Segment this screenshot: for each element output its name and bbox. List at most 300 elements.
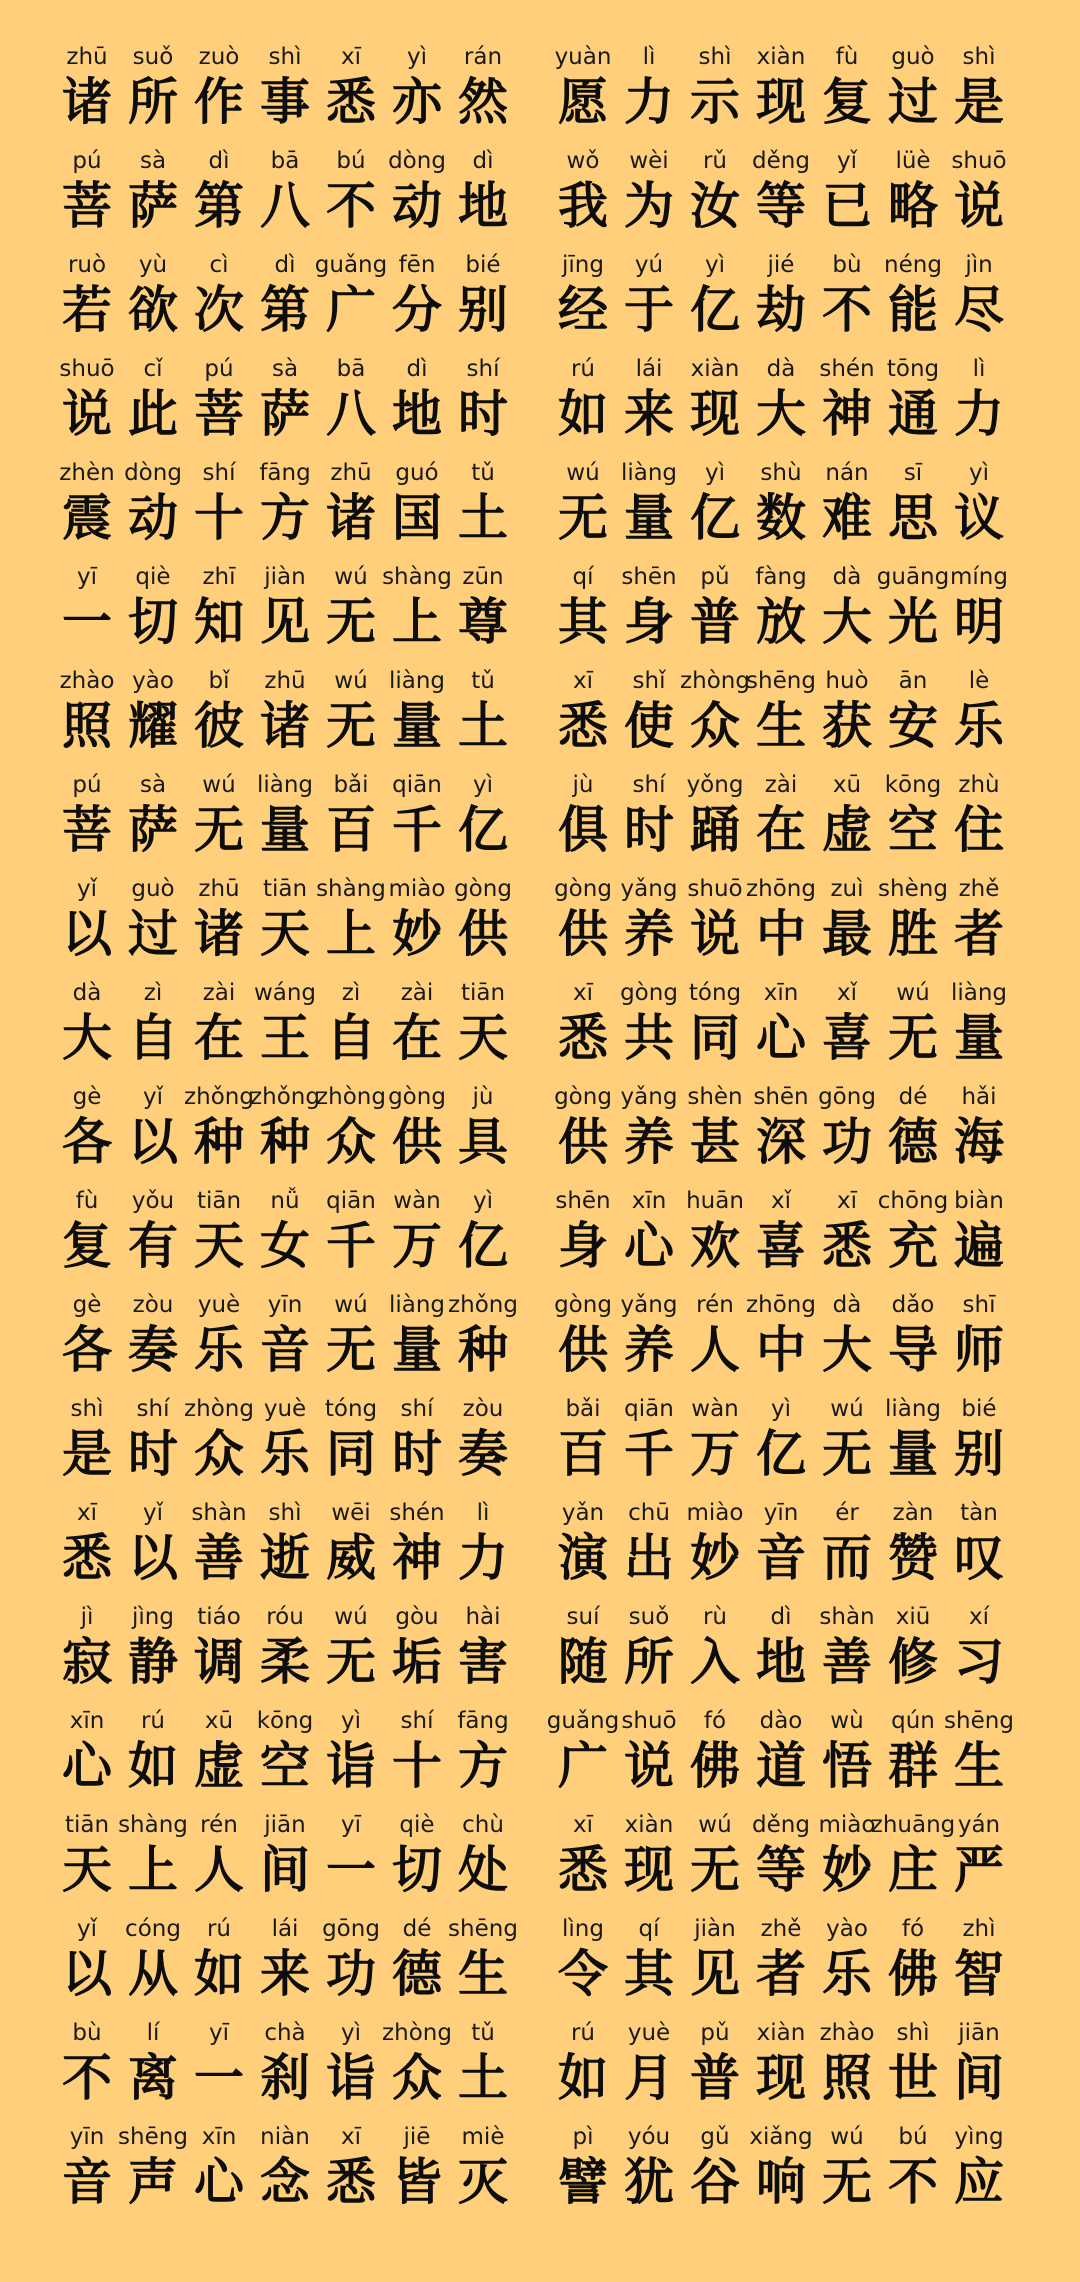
hanzi-character: 已 xyxy=(822,177,872,235)
character-cell xyxy=(318,1288,384,1392)
hanzi-character: 放 xyxy=(756,593,806,651)
hanzi-character: 尽 xyxy=(954,281,1004,339)
pinyin-annotation: zàn xyxy=(892,1500,934,1526)
verse-line-left xyxy=(54,1392,524,1496)
pinyin-annotation: liàng xyxy=(388,1292,446,1318)
hanzi-character: 在 xyxy=(194,1009,244,1067)
character-cell xyxy=(550,1496,616,1600)
hanzi-character: 地 xyxy=(458,177,508,235)
character-cell xyxy=(384,1288,450,1392)
hanzi-character: 是 xyxy=(62,1425,112,1483)
hanzi-character: 天 xyxy=(458,1009,508,1067)
pinyin-annotation: guò xyxy=(131,876,175,902)
character-cell xyxy=(54,2120,120,2224)
hanzi-character: 无 xyxy=(326,1633,376,1691)
hanzi-character: 大 xyxy=(756,385,806,443)
pinyin-annotation: dé xyxy=(898,1084,928,1110)
hanzi-character: 心 xyxy=(62,1737,112,1795)
pinyin-annotation: xī xyxy=(76,1500,98,1526)
hanzi-character: 犹 xyxy=(624,2153,674,2211)
hanzi-character: 种 xyxy=(458,1321,508,1379)
hanzi-character: 心 xyxy=(756,1009,806,1067)
hanzi-character: 音 xyxy=(260,1321,310,1379)
character-cell xyxy=(384,560,450,664)
pinyin-annotation: jìng xyxy=(132,1604,174,1630)
hanzi-character: 国 xyxy=(392,489,442,547)
pinyin-annotation: wèi xyxy=(629,148,669,174)
pinyin-annotation: fēn xyxy=(398,252,436,278)
hanzi-character: 此 xyxy=(128,385,178,443)
pinyin-annotation: wáng xyxy=(253,980,317,1006)
verse-row xyxy=(0,248,1080,352)
character-cell xyxy=(748,1704,814,1808)
hanzi-character: 作 xyxy=(194,73,244,131)
pinyin-annotation: xīn xyxy=(631,1188,667,1214)
character-cell xyxy=(880,1288,946,1392)
pinyin-annotation: dà xyxy=(832,1292,862,1318)
pinyin-annotation: suǒ xyxy=(628,1604,670,1630)
pinyin-annotation: lè xyxy=(968,668,990,694)
pinyin-annotation: zhèn xyxy=(59,460,115,486)
pinyin-annotation: gòng xyxy=(554,1084,612,1110)
hanzi-character: 悉 xyxy=(822,1217,872,1275)
pinyin-annotation: wú xyxy=(334,564,368,590)
pinyin-annotation: jì xyxy=(80,1604,94,1630)
pinyin-annotation: lì xyxy=(642,44,656,70)
hanzi-character: 寂 xyxy=(62,1633,112,1691)
verse-row xyxy=(0,1080,1080,1184)
pinyin-annotation: tóng xyxy=(688,980,742,1006)
hanzi-character: 甚 xyxy=(690,1113,740,1171)
hanzi-character: 别 xyxy=(954,1425,1004,1483)
character-cell xyxy=(318,872,384,976)
pinyin-annotation: bù xyxy=(832,252,862,278)
pinyin-annotation: zhǒng xyxy=(184,1084,254,1110)
pinyin-annotation: dì xyxy=(406,356,428,382)
hanzi-character: 有 xyxy=(128,1217,178,1275)
pinyin-annotation: gòng xyxy=(454,876,512,902)
hanzi-character: 等 xyxy=(756,177,806,235)
pinyin-annotation: qiān xyxy=(624,1396,674,1422)
verse-line-right xyxy=(550,456,1050,560)
hanzi-character: 量 xyxy=(392,1321,442,1379)
hanzi-character: 普 xyxy=(690,2049,740,2107)
verse-line-left xyxy=(54,1808,524,1912)
hanzi-character: 十 xyxy=(392,1737,442,1795)
verse-line-left xyxy=(54,1080,524,1184)
character-cell xyxy=(814,1600,880,1704)
character-cell xyxy=(54,40,120,144)
pinyin-annotation: xī xyxy=(572,980,594,1006)
verse-row xyxy=(0,664,1080,768)
verse-line-right xyxy=(550,1600,1050,1704)
character-cell xyxy=(450,2120,516,2224)
pinyin-annotation: shén xyxy=(819,356,875,382)
character-cell xyxy=(550,976,616,1080)
character-cell xyxy=(318,1496,384,1600)
character-cell xyxy=(450,976,516,1080)
character-cell xyxy=(946,1600,1012,1704)
pinyin-annotation: dì xyxy=(274,252,296,278)
character-cell xyxy=(252,352,318,456)
hanzi-character: 生 xyxy=(954,1737,1004,1795)
verse-line-left xyxy=(54,1912,524,2016)
hanzi-character: 人 xyxy=(690,1321,740,1379)
hanzi-character: 胜 xyxy=(888,905,938,963)
hanzi-character: 悉 xyxy=(326,73,376,131)
character-cell xyxy=(682,248,748,352)
character-cell xyxy=(186,1496,252,1600)
pinyin-annotation: shuō xyxy=(59,356,115,382)
hanzi-character: 身 xyxy=(624,593,674,651)
character-cell xyxy=(384,1912,450,2016)
character-cell xyxy=(880,352,946,456)
hanzi-character: 空 xyxy=(260,1737,310,1795)
character-cell xyxy=(318,456,384,560)
character-cell xyxy=(880,664,946,768)
hanzi-character: 议 xyxy=(954,489,1004,547)
hanzi-character: 难 xyxy=(822,489,872,547)
character-cell xyxy=(384,144,450,248)
character-cell xyxy=(186,40,252,144)
pinyin-annotation: qún xyxy=(891,1708,935,1734)
verse-line-right xyxy=(550,1288,1050,1392)
character-cell xyxy=(120,248,186,352)
hanzi-character: 月 xyxy=(624,2049,674,2107)
character-cell xyxy=(120,768,186,872)
character-cell xyxy=(120,456,186,560)
hanzi-character: 第 xyxy=(260,281,310,339)
character-cell xyxy=(252,872,318,976)
pinyin-annotation: yìng xyxy=(954,2124,1004,2150)
character-cell xyxy=(252,40,318,144)
character-cell xyxy=(120,872,186,976)
pinyin-annotation: zhǒng xyxy=(250,1084,320,1110)
hanzi-character: 大 xyxy=(822,1321,872,1379)
character-cell xyxy=(120,40,186,144)
hanzi-character: 念 xyxy=(260,2153,310,2211)
character-cell xyxy=(814,2120,880,2224)
pinyin-annotation: tiān xyxy=(196,1188,242,1214)
pinyin-annotation: tiáo xyxy=(197,1604,241,1630)
character-cell xyxy=(880,2016,946,2120)
pinyin-annotation: guó xyxy=(395,460,439,486)
hanzi-character: 亿 xyxy=(458,1217,508,1275)
hanzi-character: 人 xyxy=(194,1841,244,1899)
hanzi-character: 诣 xyxy=(326,2049,376,2107)
pinyin-annotation: shī xyxy=(962,1292,996,1318)
character-cell xyxy=(120,1600,186,1704)
verse-line-right xyxy=(550,352,1050,456)
character-cell xyxy=(616,1600,682,1704)
hanzi-character: 事 xyxy=(260,73,310,131)
pinyin-annotation: suǒ xyxy=(132,44,174,70)
verse-row xyxy=(0,560,1080,664)
hanzi-character: 现 xyxy=(756,73,806,131)
pinyin-annotation: zhòng xyxy=(316,1084,386,1110)
pinyin-annotation: yǎng xyxy=(620,876,678,902)
pinyin-annotation: qí xyxy=(572,564,594,590)
character-cell xyxy=(748,456,814,560)
hanzi-character: 养 xyxy=(624,905,674,963)
character-cell xyxy=(252,2120,318,2224)
pinyin-annotation: rú xyxy=(206,1916,232,1942)
hanzi-character: 千 xyxy=(326,1217,376,1275)
pinyin-annotation: róu xyxy=(266,1604,304,1630)
hanzi-character: 妙 xyxy=(392,905,442,963)
hanzi-character: 来 xyxy=(624,385,674,443)
character-cell xyxy=(946,872,1012,976)
hanzi-character: 百 xyxy=(558,1425,608,1483)
character-cell xyxy=(186,976,252,1080)
hanzi-character: 妙 xyxy=(690,1529,740,1587)
pinyin-annotation: yì xyxy=(704,252,726,278)
hanzi-character: 威 xyxy=(326,1529,376,1587)
hanzi-character: 随 xyxy=(558,1633,608,1691)
hanzi-character: 虚 xyxy=(822,801,872,859)
character-cell xyxy=(880,456,946,560)
pinyin-annotation: rén xyxy=(696,1292,734,1318)
hanzi-character: 亦 xyxy=(392,73,442,131)
verse-row xyxy=(0,1288,1080,1392)
verse-line-left xyxy=(54,144,524,248)
pinyin-annotation: gǔ xyxy=(700,2124,730,2150)
hanzi-character: 间 xyxy=(954,2049,1004,2107)
verse-row xyxy=(0,1184,1080,1288)
character-cell xyxy=(946,248,1012,352)
character-cell xyxy=(120,1288,186,1392)
character-cell xyxy=(880,976,946,1080)
character-cell xyxy=(616,40,682,144)
character-cell xyxy=(616,664,682,768)
hanzi-character: 菩 xyxy=(194,385,244,443)
hanzi-character: 乐 xyxy=(822,1945,872,2003)
character-cell xyxy=(616,1184,682,1288)
hanzi-character: 在 xyxy=(392,1009,442,1067)
pinyin-annotation: gòng xyxy=(554,1292,612,1318)
pinyin-annotation: cì xyxy=(209,252,229,278)
character-cell xyxy=(616,1704,682,1808)
character-cell xyxy=(120,2016,186,2120)
pinyin-annotation: guò xyxy=(891,44,935,70)
pinyin-annotation: wú xyxy=(566,460,600,486)
pinyin-annotation: yǎn xyxy=(561,1500,605,1526)
character-cell xyxy=(814,768,880,872)
pinyin-annotation: wú xyxy=(202,772,236,798)
hanzi-character: 动 xyxy=(392,177,442,235)
pinyin-annotation: fó xyxy=(703,1708,727,1734)
character-cell xyxy=(120,976,186,1080)
pinyin-annotation: xiàn xyxy=(690,356,740,382)
character-cell xyxy=(946,1808,1012,1912)
character-cell xyxy=(748,40,814,144)
character-cell xyxy=(384,40,450,144)
pinyin-annotation: tóng xyxy=(324,1396,378,1422)
hanzi-character: 住 xyxy=(954,801,1004,859)
pinyin-annotation: xǐ xyxy=(770,1188,792,1214)
hanzi-character: 说 xyxy=(954,177,1004,235)
character-cell xyxy=(318,560,384,664)
hanzi-character: 如 xyxy=(194,1945,244,2003)
pinyin-annotation: yīn xyxy=(267,1292,303,1318)
character-cell xyxy=(54,1808,120,1912)
verse-line-right xyxy=(550,1080,1050,1184)
character-cell xyxy=(814,1080,880,1184)
pinyin-annotation: liàng xyxy=(884,1396,942,1422)
pinyin-annotation: shēng xyxy=(944,1708,1014,1734)
character-cell xyxy=(616,2120,682,2224)
pinyin-annotation: pǔ xyxy=(700,2020,730,2046)
pinyin-annotation: gòng xyxy=(388,1084,446,1110)
pinyin-annotation: sà xyxy=(139,148,167,174)
character-cell xyxy=(682,1392,748,1496)
character-cell xyxy=(252,248,318,352)
pinyin-annotation: xū xyxy=(204,1708,234,1734)
pinyin-annotation: zài xyxy=(764,772,798,798)
character-cell xyxy=(682,2016,748,2120)
character-cell xyxy=(814,2016,880,2120)
hanzi-character: 师 xyxy=(954,1321,1004,1379)
pinyin-annotation: rù xyxy=(702,1604,728,1630)
pinyin-annotation: xiàn xyxy=(624,1812,674,1838)
pinyin-annotation: shèn xyxy=(687,1084,743,1110)
pinyin-annotation: zhuāng xyxy=(870,1812,956,1838)
pinyin-annotation: zhě xyxy=(958,876,1000,902)
verse-line-right xyxy=(550,560,1050,664)
pinyin-annotation: bú xyxy=(898,2124,928,2150)
character-cell xyxy=(748,1288,814,1392)
pinyin-annotation: wú xyxy=(334,668,368,694)
pinyin-annotation: guāng xyxy=(876,564,950,590)
pinyin-annotation: wēi xyxy=(331,1500,371,1526)
character-cell xyxy=(186,2120,252,2224)
hanzi-character: 功 xyxy=(326,1945,376,2003)
pinyin-annotation: tiān xyxy=(262,876,308,902)
pinyin-annotation: shì xyxy=(698,44,732,70)
character-cell xyxy=(880,1080,946,1184)
pinyin-annotation: gòng xyxy=(620,980,678,1006)
character-cell xyxy=(682,2120,748,2224)
character-cell xyxy=(550,560,616,664)
character-cell xyxy=(550,1080,616,1184)
hanzi-character: 不 xyxy=(822,281,872,339)
pinyin-annotation: shuō xyxy=(621,1708,677,1734)
hanzi-character: 切 xyxy=(128,593,178,651)
pinyin-annotation: yuè xyxy=(627,2020,671,2046)
character-cell xyxy=(748,1600,814,1704)
character-cell xyxy=(550,664,616,768)
pinyin-annotation: zhū xyxy=(198,876,240,902)
pinyin-annotation: xiàn xyxy=(756,2020,806,2046)
hanzi-character: 见 xyxy=(690,1945,740,2003)
character-cell xyxy=(946,144,1012,248)
verse-line-left xyxy=(54,872,524,976)
pinyin-annotation: pú xyxy=(72,148,102,174)
hanzi-character: 以 xyxy=(128,1113,178,1171)
character-cell xyxy=(550,2120,616,2224)
pinyin-annotation: fàng xyxy=(755,564,807,590)
character-cell xyxy=(252,768,318,872)
hanzi-character: 处 xyxy=(458,1841,508,1899)
pinyin-annotation: rén xyxy=(200,1812,238,1838)
pinyin-annotation: tiān xyxy=(460,980,506,1006)
hanzi-character: 导 xyxy=(888,1321,938,1379)
pinyin-annotation: wù xyxy=(830,1708,864,1734)
character-cell xyxy=(252,1600,318,1704)
hanzi-character: 量 xyxy=(392,697,442,755)
hanzi-character: 过 xyxy=(128,905,178,963)
character-cell xyxy=(120,1392,186,1496)
hanzi-character: 音 xyxy=(756,1529,806,1587)
hanzi-character: 照 xyxy=(822,2049,872,2107)
character-cell xyxy=(682,1912,748,2016)
hanzi-character: 应 xyxy=(954,2153,1004,2211)
hanzi-character: 现 xyxy=(690,385,740,443)
pinyin-annotation: néng xyxy=(884,252,942,278)
character-cell xyxy=(450,1184,516,1288)
hanzi-character: 现 xyxy=(756,2049,806,2107)
hanzi-character: 智 xyxy=(954,1945,1004,2003)
pinyin-annotation: gòng xyxy=(554,876,612,902)
character-cell xyxy=(450,1288,516,1392)
character-cell xyxy=(550,352,616,456)
character-cell xyxy=(616,872,682,976)
hanzi-character: 同 xyxy=(690,1009,740,1067)
character-cell xyxy=(318,1080,384,1184)
pinyin-annotation: zhòng xyxy=(184,1396,254,1422)
character-cell xyxy=(54,1912,120,2016)
character-cell xyxy=(318,1912,384,2016)
character-cell xyxy=(318,1600,384,1704)
hanzi-character: 以 xyxy=(62,905,112,963)
pinyin-annotation: yǐ xyxy=(142,1500,164,1526)
character-cell xyxy=(252,976,318,1080)
pinyin-annotation: děng xyxy=(752,148,810,174)
hanzi-character: 乐 xyxy=(954,697,1004,755)
hanzi-character: 德 xyxy=(888,1113,938,1171)
pinyin-annotation: tiān xyxy=(64,1812,110,1838)
character-cell xyxy=(814,1392,880,1496)
character-cell xyxy=(814,1704,880,1808)
pinyin-annotation: qí xyxy=(638,1916,660,1942)
pinyin-annotation: jù xyxy=(572,772,594,798)
hanzi-character: 于 xyxy=(624,281,674,339)
pinyin-annotation: dòng xyxy=(124,460,182,486)
hanzi-character: 习 xyxy=(954,1633,1004,1691)
character-cell xyxy=(384,456,450,560)
verse-row xyxy=(0,872,1080,976)
character-cell xyxy=(682,768,748,872)
hanzi-character: 谷 xyxy=(690,2153,740,2211)
character-cell xyxy=(814,976,880,1080)
hanzi-character: 力 xyxy=(954,385,1004,443)
pinyin-annotation: shēng xyxy=(118,2124,188,2150)
pinyin-annotation: zài xyxy=(202,980,236,1006)
hanzi-character: 土 xyxy=(458,489,508,547)
pinyin-annotation: liàng xyxy=(620,460,678,486)
verse-line-right xyxy=(550,1184,1050,1288)
pinyin-annotation: cóng xyxy=(125,1916,181,1942)
hanzi-character: 空 xyxy=(888,801,938,859)
hanzi-character: 具 xyxy=(458,1113,508,1171)
character-cell xyxy=(880,1600,946,1704)
pinyin-annotation: shì xyxy=(896,2020,930,2046)
hanzi-character: 叹 xyxy=(954,1529,1004,1587)
hanzi-character: 充 xyxy=(888,1217,938,1275)
pinyin-annotation: xī xyxy=(340,44,362,70)
pinyin-annotation: xū xyxy=(832,772,862,798)
pinyin-annotation: dòng xyxy=(388,148,446,174)
